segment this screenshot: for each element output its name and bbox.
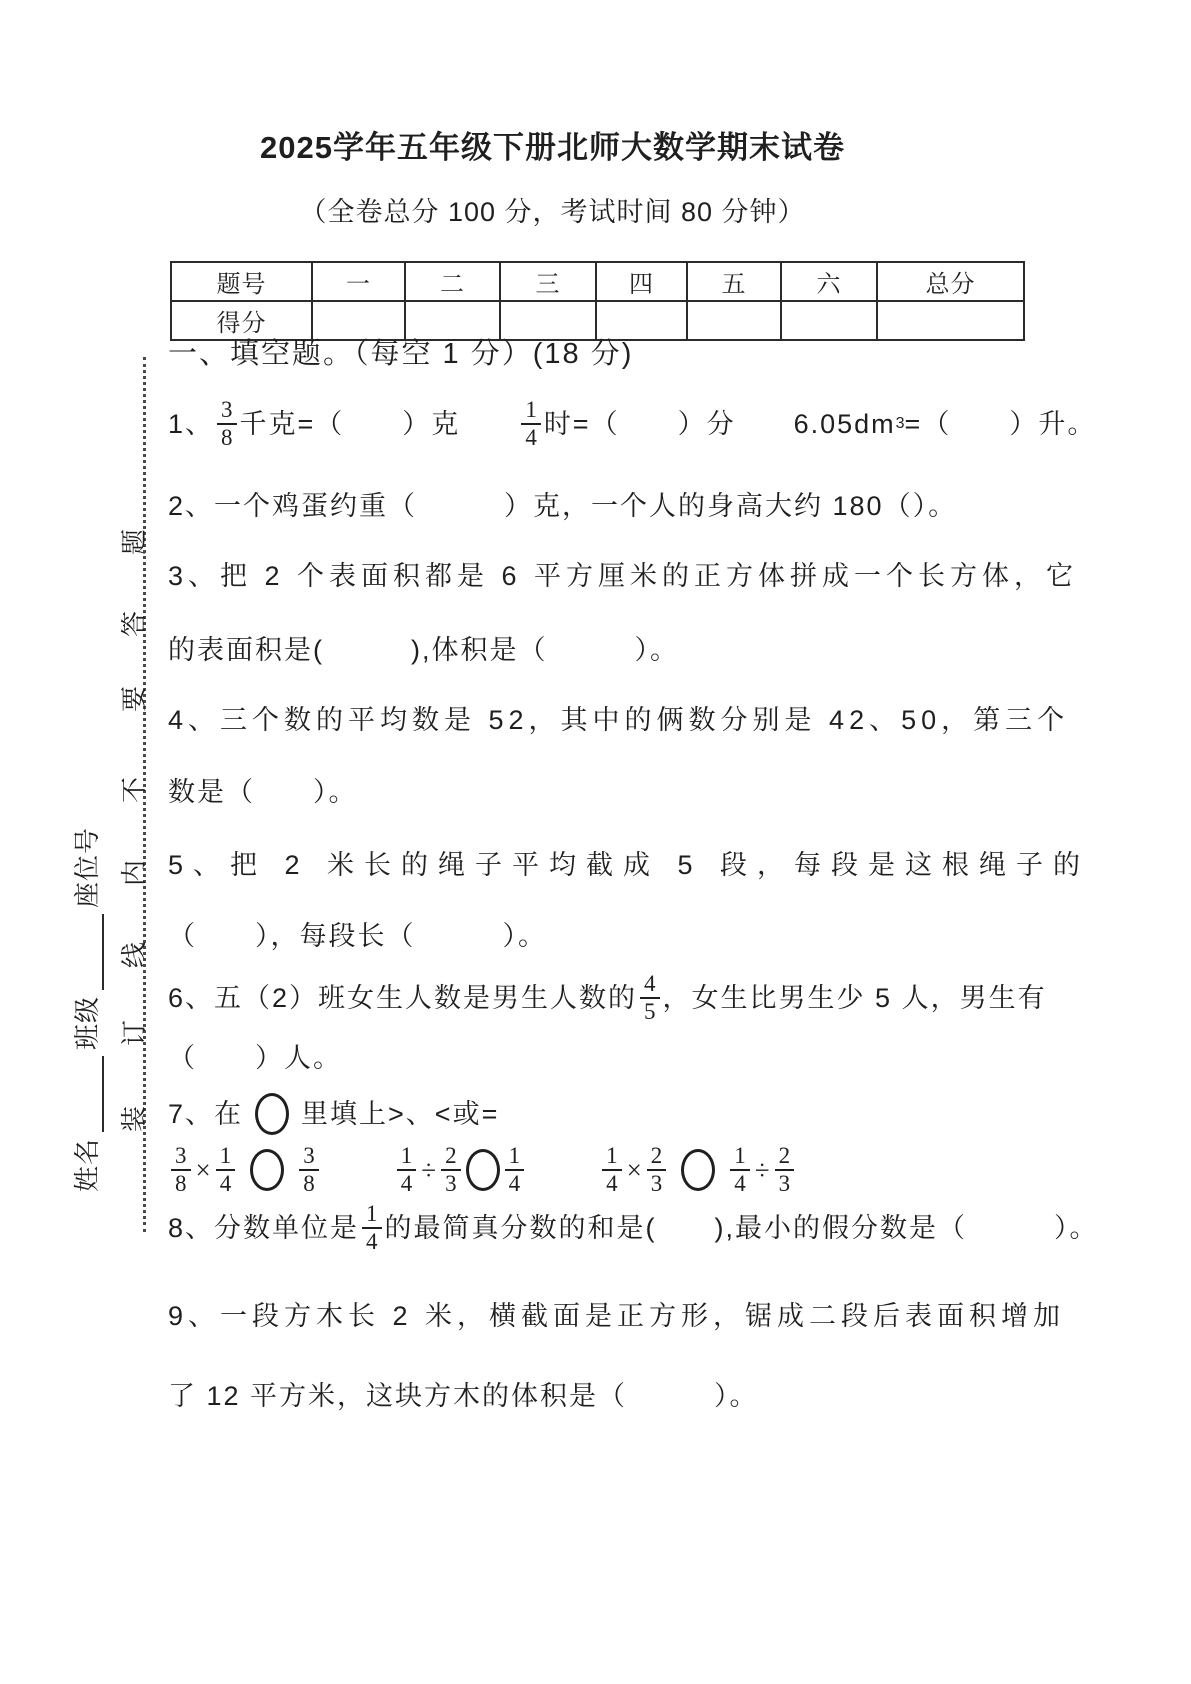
score-row-label: 得分 (171, 301, 312, 340)
fraction: $\frac{4}{5}$ (640, 971, 660, 1026)
fraction: $\frac{1}{4}$ (505, 1143, 525, 1198)
comparison-circle (466, 1149, 500, 1191)
section-one-heading: 一、填空题。（每空 1 分）(18 分) (168, 338, 634, 370)
binding-line (112, 357, 152, 1232)
question-9-line-1: 9、一段方木长 2 米，横截面是正方形，锯成二段后表面积增加 (168, 1301, 1066, 1331)
question-text: =（ ）升。 (904, 408, 1097, 439)
question-3-line-2: 的表面积是( ),体积是（ ）。 (168, 635, 679, 665)
math-operator: ÷ (754, 1154, 770, 1185)
fraction: $\frac{1}{4}$ (216, 1143, 236, 1198)
binding-note-char: 订 (119, 1019, 149, 1046)
comparison-circle (250, 1149, 284, 1191)
score-table-col-3: 三 (500, 262, 596, 301)
question-5-line-1: 5、把 2 米长的绳子平均截成 5 段，每段是这根绳子的 (168, 850, 1091, 880)
fraction: $\frac{3}{8}$ (217, 397, 237, 452)
binding-note-char: 内 (119, 859, 149, 886)
fraction: $\frac{2}{3}$ (775, 1143, 795, 1198)
class-blank (72, 914, 104, 990)
question-text: 时=（ ）分 6.05dm (543, 408, 896, 439)
binding-note-char: 线 (119, 941, 149, 968)
score-table-col-2: 二 (405, 262, 500, 301)
question-7-comparisons (168, 1138, 1043, 1202)
identity-labels (64, 740, 104, 1192)
score-table (170, 261, 1023, 341)
binding-note-char: 不 (119, 776, 149, 803)
binding-note-char: 题 (119, 528, 149, 555)
question-2: 2、一个鸡蛋约重（ ）克，一个人的身高大约 180（）。 (168, 491, 958, 521)
fraction: $\frac{3}{8}$ (299, 1143, 319, 1198)
question-text: ，女生比男生少 5 人，男生有 (662, 982, 1047, 1013)
question-text: 8、分数单位是 (168, 1212, 360, 1243)
question-6-line-2: （ ）人。 (168, 1043, 342, 1073)
question-4-line-2: 数是（ ）。 (168, 777, 358, 807)
question-text: 的最简真分数的和是( ),最小的假分数是（ ）。 (384, 1212, 1099, 1243)
fraction: $\frac{2}{3}$ (647, 1143, 667, 1198)
fraction: $\frac{2}{3}$ (441, 1143, 461, 1198)
math-operator: × (626, 1154, 642, 1185)
fraction: $\frac{1}{4}$ (397, 1143, 417, 1198)
fraction: $\frac{3}{8}$ (171, 1143, 191, 1198)
page-subtitle: （全卷总分 100 分，考试时间 80 分钟） (299, 197, 806, 227)
score-table-header-row (171, 262, 1024, 301)
seat-label: 座位号 (72, 826, 102, 908)
page-title: 2025学年五年级下册北师大数学期末试卷 (260, 130, 845, 165)
question-5-line-2: （ ），每段长（ ）。 (168, 921, 547, 951)
binding-note-char: 装 (119, 1105, 149, 1132)
name-blank (72, 1056, 104, 1132)
math-operator: × (195, 1154, 211, 1185)
fraction: $\frac{1}{4}$ (602, 1143, 622, 1198)
question-text: 千克=（ ）克 (239, 408, 519, 439)
math-operator: ÷ (421, 1154, 437, 1185)
score-table-col-1: 一 (312, 262, 405, 301)
score-table-col-total: 总分 (877, 262, 1024, 301)
score-table-col-5: 五 (687, 262, 781, 301)
score-table-col-4: 四 (596, 262, 687, 301)
question-text: 7、在 (168, 1098, 244, 1129)
question-text: 6、五（2）班女生人数是男生人数的 (168, 982, 638, 1013)
question-7-prompt (168, 1088, 1043, 1140)
fraction: $\frac{1}{4}$ (362, 1201, 382, 1256)
score-table-col-6: 六 (781, 262, 877, 301)
question-8 (168, 1196, 1099, 1260)
question-3-line-1: 3、把 2 个表面积都是 6 平方厘米的正方体拼成一个长方体，它 (168, 561, 1079, 591)
binding-note-char: 答 (119, 610, 149, 637)
binding-note-char: 要 (119, 685, 149, 712)
question-text: 里填上>、<或= (301, 1098, 500, 1129)
score-table-corner-label: 题号 (171, 262, 312, 301)
question-9-line-2: 了 12 平方米，这块方木的体积是（ ）。 (168, 1381, 759, 1411)
name-label: 姓名 (72, 1137, 102, 1192)
question-1 (168, 392, 1097, 456)
comparison-circle (255, 1093, 289, 1135)
question-4-line-1: 4、三个数的平均数是 52，其中的俩数分别是 42、50，第三个 (168, 705, 1070, 735)
comparison-circle (681, 1149, 715, 1191)
fraction: $\frac{1}{4}$ (521, 397, 541, 452)
fraction: $\frac{1}{4}$ (730, 1143, 750, 1198)
superscript: 3 (895, 415, 905, 432)
question-text: 1、 (168, 408, 215, 439)
question-6-line-1 (168, 966, 1047, 1030)
class-label: 班级 (72, 995, 102, 1050)
